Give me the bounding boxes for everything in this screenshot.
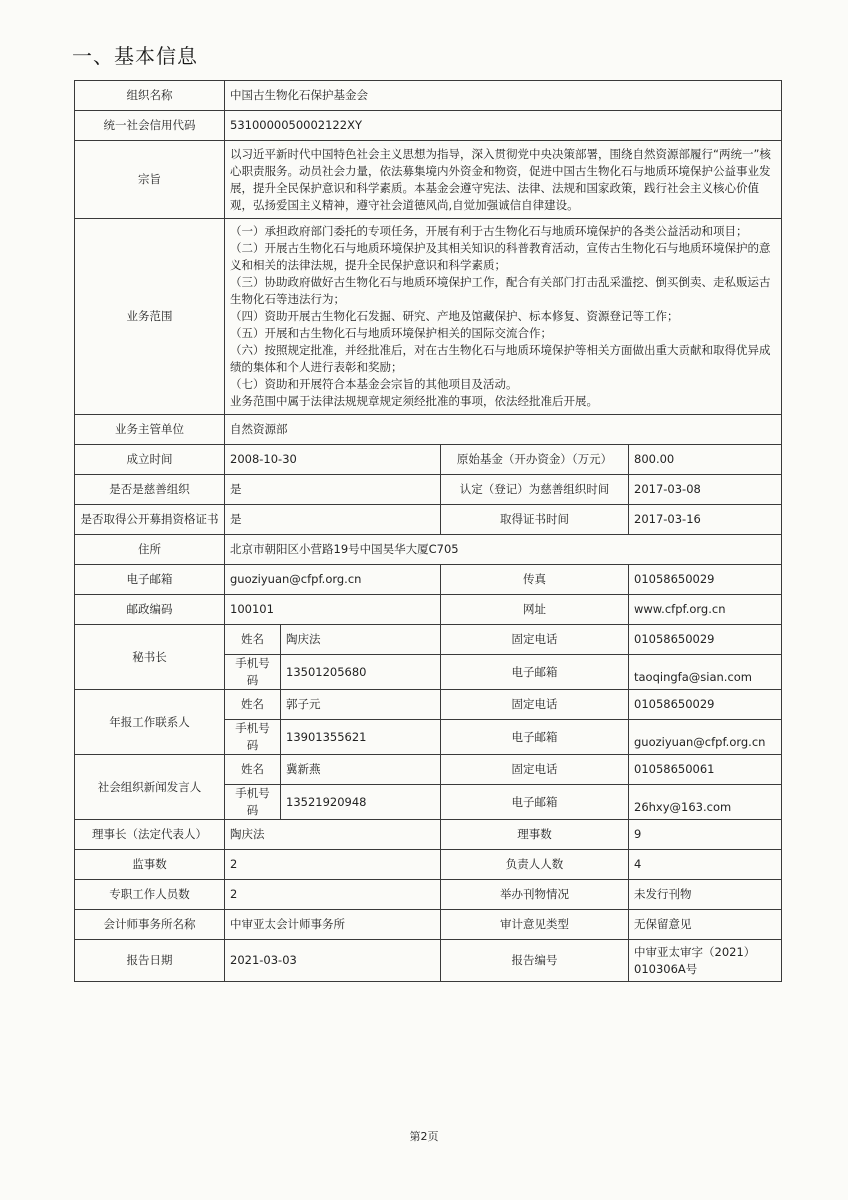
sp-email-label: 电子邮箱 (441, 785, 629, 820)
supervisor-value: 自然资源部 (225, 415, 782, 445)
website-value: www.cfpf.org.cn (629, 595, 782, 625)
sg-mobile-value: 13501205680 (281, 655, 441, 690)
row-postcode (75, 595, 782, 625)
report-number-label: 报告编号 (441, 940, 629, 982)
accounting-firm-value: 中审亚太会计师事务所 (225, 910, 441, 940)
ac-mobile-value: 13901355621 (281, 720, 441, 755)
ac-email-value: guoziyuan@cfpf.org.cn (629, 720, 782, 755)
purpose-value: 以习近平新时代中国特色社会主义思想为指导，深入贯彻党中央决策部署，围绕自然资源部履行“两统一”核心职责服务。动员社会力量，依法募集境内外资金和物资，促进中国古生物化石与地质环境保护公益事业发展，提升全民保护意识和科学素质。本基金会遵守宪法、法律、法规和国家政策，践行社会主义核心价值观，弘扬爱国主义精神，遵守社会道德风尚,自觉加强诚信自律建设。 (225, 141, 782, 219)
charity-label: 是否是慈善组织 (75, 475, 225, 505)
publications-value: 未发行刊物 (629, 880, 782, 910)
row-supervisors (75, 850, 782, 880)
scope-item: （二）开展古生物化石与地质环境保护及其相关知识的科普教育活动，宣传古生物化石与地质环境保护的意义和相关的法律法规，提升全民保护意识和科学素质； (230, 241, 771, 272)
email-label: 电子邮箱 (75, 565, 225, 595)
directors-label: 理事数 (441, 820, 629, 850)
sp-phone-value: 01058650061 (629, 755, 782, 785)
accounting-firm-label: 会计师事务所名称 (75, 910, 225, 940)
row-staff (75, 880, 782, 910)
staff-label: 专职工作人员数 (75, 880, 225, 910)
row-charity (75, 475, 782, 505)
credit-code-value: 5310000050002122XY (225, 111, 782, 141)
publications-label: 举办刊物情况 (441, 880, 629, 910)
supervisors-value: 2 (225, 850, 441, 880)
sp-email-value: 26hxy@163.com (629, 785, 782, 820)
row-purpose (75, 141, 782, 219)
row-chairman (75, 820, 782, 850)
fundraising-label: 是否取得公开募捐资格证书 (75, 505, 225, 535)
sg-email-value: taoqingfa@sian.com (629, 655, 782, 690)
sg-phone-label: 固定电话 (441, 625, 629, 655)
row-accounting-firm (75, 910, 782, 940)
website-label: 网址 (441, 595, 629, 625)
established-label: 成立时间 (75, 445, 225, 475)
supervisors-label: 监事数 (75, 850, 225, 880)
org-name-label: 组织名称 (75, 81, 225, 111)
ac-phone-value: 01058650029 (629, 690, 782, 720)
sg-name-label: 姓名 (225, 625, 281, 655)
row-address (75, 535, 782, 565)
sp-mobile-label: 手机号码 (225, 785, 281, 820)
sp-name-value: 冀新燕 (281, 755, 441, 785)
directors-value: 9 (629, 820, 782, 850)
basic-info-table (74, 80, 782, 982)
scope-item: （六）按照规定批准，并经批准后，对在古生物化石与地质环境保护等相关方面做出重大贡献和取得优异成绩的集体和个人进行表彰和奖励； (230, 343, 771, 374)
certificate-date-value: 2017-03-16 (629, 505, 782, 535)
established-value: 2008-10-30 (225, 445, 441, 475)
secretary-general-label: 秘书长 (75, 625, 225, 690)
ac-mobile-label: 手机号码 (225, 720, 281, 755)
row-annual-contact (75, 690, 782, 720)
ac-name-label: 姓名 (225, 690, 281, 720)
sg-email-label: 电子邮箱 (441, 655, 629, 690)
row-secretary-general (75, 625, 782, 655)
supervisor-label: 业务主管单位 (75, 415, 225, 445)
fax-label: 传真 (441, 565, 629, 595)
fundraising-value: 是 (225, 505, 441, 535)
address-value: 北京市朝阳区小营路19号中国昊华大厦C705 (225, 535, 782, 565)
scope-item: （五）开展和古生物化石与地质环境保护相关的国际交流合作； (230, 326, 552, 340)
certificate-date-label: 取得证书时间 (441, 505, 629, 535)
charity-value: 是 (225, 475, 441, 505)
row-credit-code (75, 111, 782, 141)
sg-phone-value: 01058650029 (629, 625, 782, 655)
report-date-value: 2021-03-03 (225, 940, 441, 982)
annual-contact-label: 年报工作联系人 (75, 690, 225, 755)
org-name-value: 中国古生物化石保护基金会 (225, 81, 782, 111)
credit-code-label: 统一社会信用代码 (75, 111, 225, 141)
business-scope-label: 业务范围 (75, 219, 225, 415)
sg-mobile-label: 手机号码 (225, 655, 281, 690)
ac-email-label: 电子邮箱 (441, 720, 629, 755)
leaders-label: 负责人人数 (441, 850, 629, 880)
sp-phone-label: 固定电话 (441, 755, 629, 785)
row-email (75, 565, 782, 595)
scope-item: （三）协助政府做好古生物化石与地质环境保护工作，配合有关部门打击乱采滥挖、倒买倒卖、走私贩运古生物化石等违法行为； (230, 275, 771, 306)
charity-date-value: 2017-03-08 (629, 475, 782, 505)
initial-fund-value: 800.00 (629, 445, 782, 475)
scope-note: 业务范围中属于法律法规规章规定须经批准的事项，依法经批准后开展。 (230, 394, 598, 408)
purpose-label: 宗旨 (75, 141, 225, 219)
scope-item: （一）承担政府部门委托的专项任务，开展有利于古生物化石与地质环境保护的各类公益活动和项目； (230, 224, 748, 238)
staff-value: 2 (225, 880, 441, 910)
report-date-label: 报告日期 (75, 940, 225, 982)
report-number-value: 中审亚太审字（2021）010306A号 (629, 940, 782, 982)
ac-phone-label: 固定电话 (441, 690, 629, 720)
row-report (75, 940, 782, 982)
sp-name-label: 姓名 (225, 755, 281, 785)
row-supervisor (75, 415, 782, 445)
page-number: 第2页 (409, 1130, 439, 1143)
address-label: 住所 (75, 535, 225, 565)
row-org-name (75, 81, 782, 111)
postcode-value: 100101 (225, 595, 441, 625)
chairman-label: 理事长（法定代表人） (75, 820, 225, 850)
fax-value: 01058650029 (629, 565, 782, 595)
scope-item: （四）资助开展古生物化石发掘、研究、产地及馆藏保护、标本修复、资源登记等工作； (230, 309, 679, 323)
row-fundraising (75, 505, 782, 535)
row-business-scope (75, 219, 782, 415)
section-title: 一、基本信息 (72, 44, 198, 68)
leaders-value: 4 (629, 850, 782, 880)
ac-name-value: 郭子元 (281, 690, 441, 720)
sg-name-value: 陶庆法 (281, 625, 441, 655)
row-spokesperson (75, 755, 782, 785)
spokesperson-label: 社会组织新闻发言人 (75, 755, 225, 820)
charity-date-label: 认定（登记）为慈善组织时间 (441, 475, 629, 505)
sp-mobile-value: 13521920948 (281, 785, 441, 820)
business-scope-value (225, 219, 782, 415)
scope-item: （七）资助和开展符合本基金会宗旨的其他项目及活动。 (230, 377, 518, 391)
row-established (75, 445, 782, 475)
chairman-value: 陶庆法 (225, 820, 441, 850)
email-value: guoziyuan@cfpf.org.cn (225, 565, 441, 595)
postcode-label: 邮政编码 (75, 595, 225, 625)
initial-fund-label: 原始基金（开办资金）（万元） (441, 445, 629, 475)
audit-opinion-value: 无保留意见 (629, 910, 782, 940)
audit-opinion-label: 审计意见类型 (441, 910, 629, 940)
